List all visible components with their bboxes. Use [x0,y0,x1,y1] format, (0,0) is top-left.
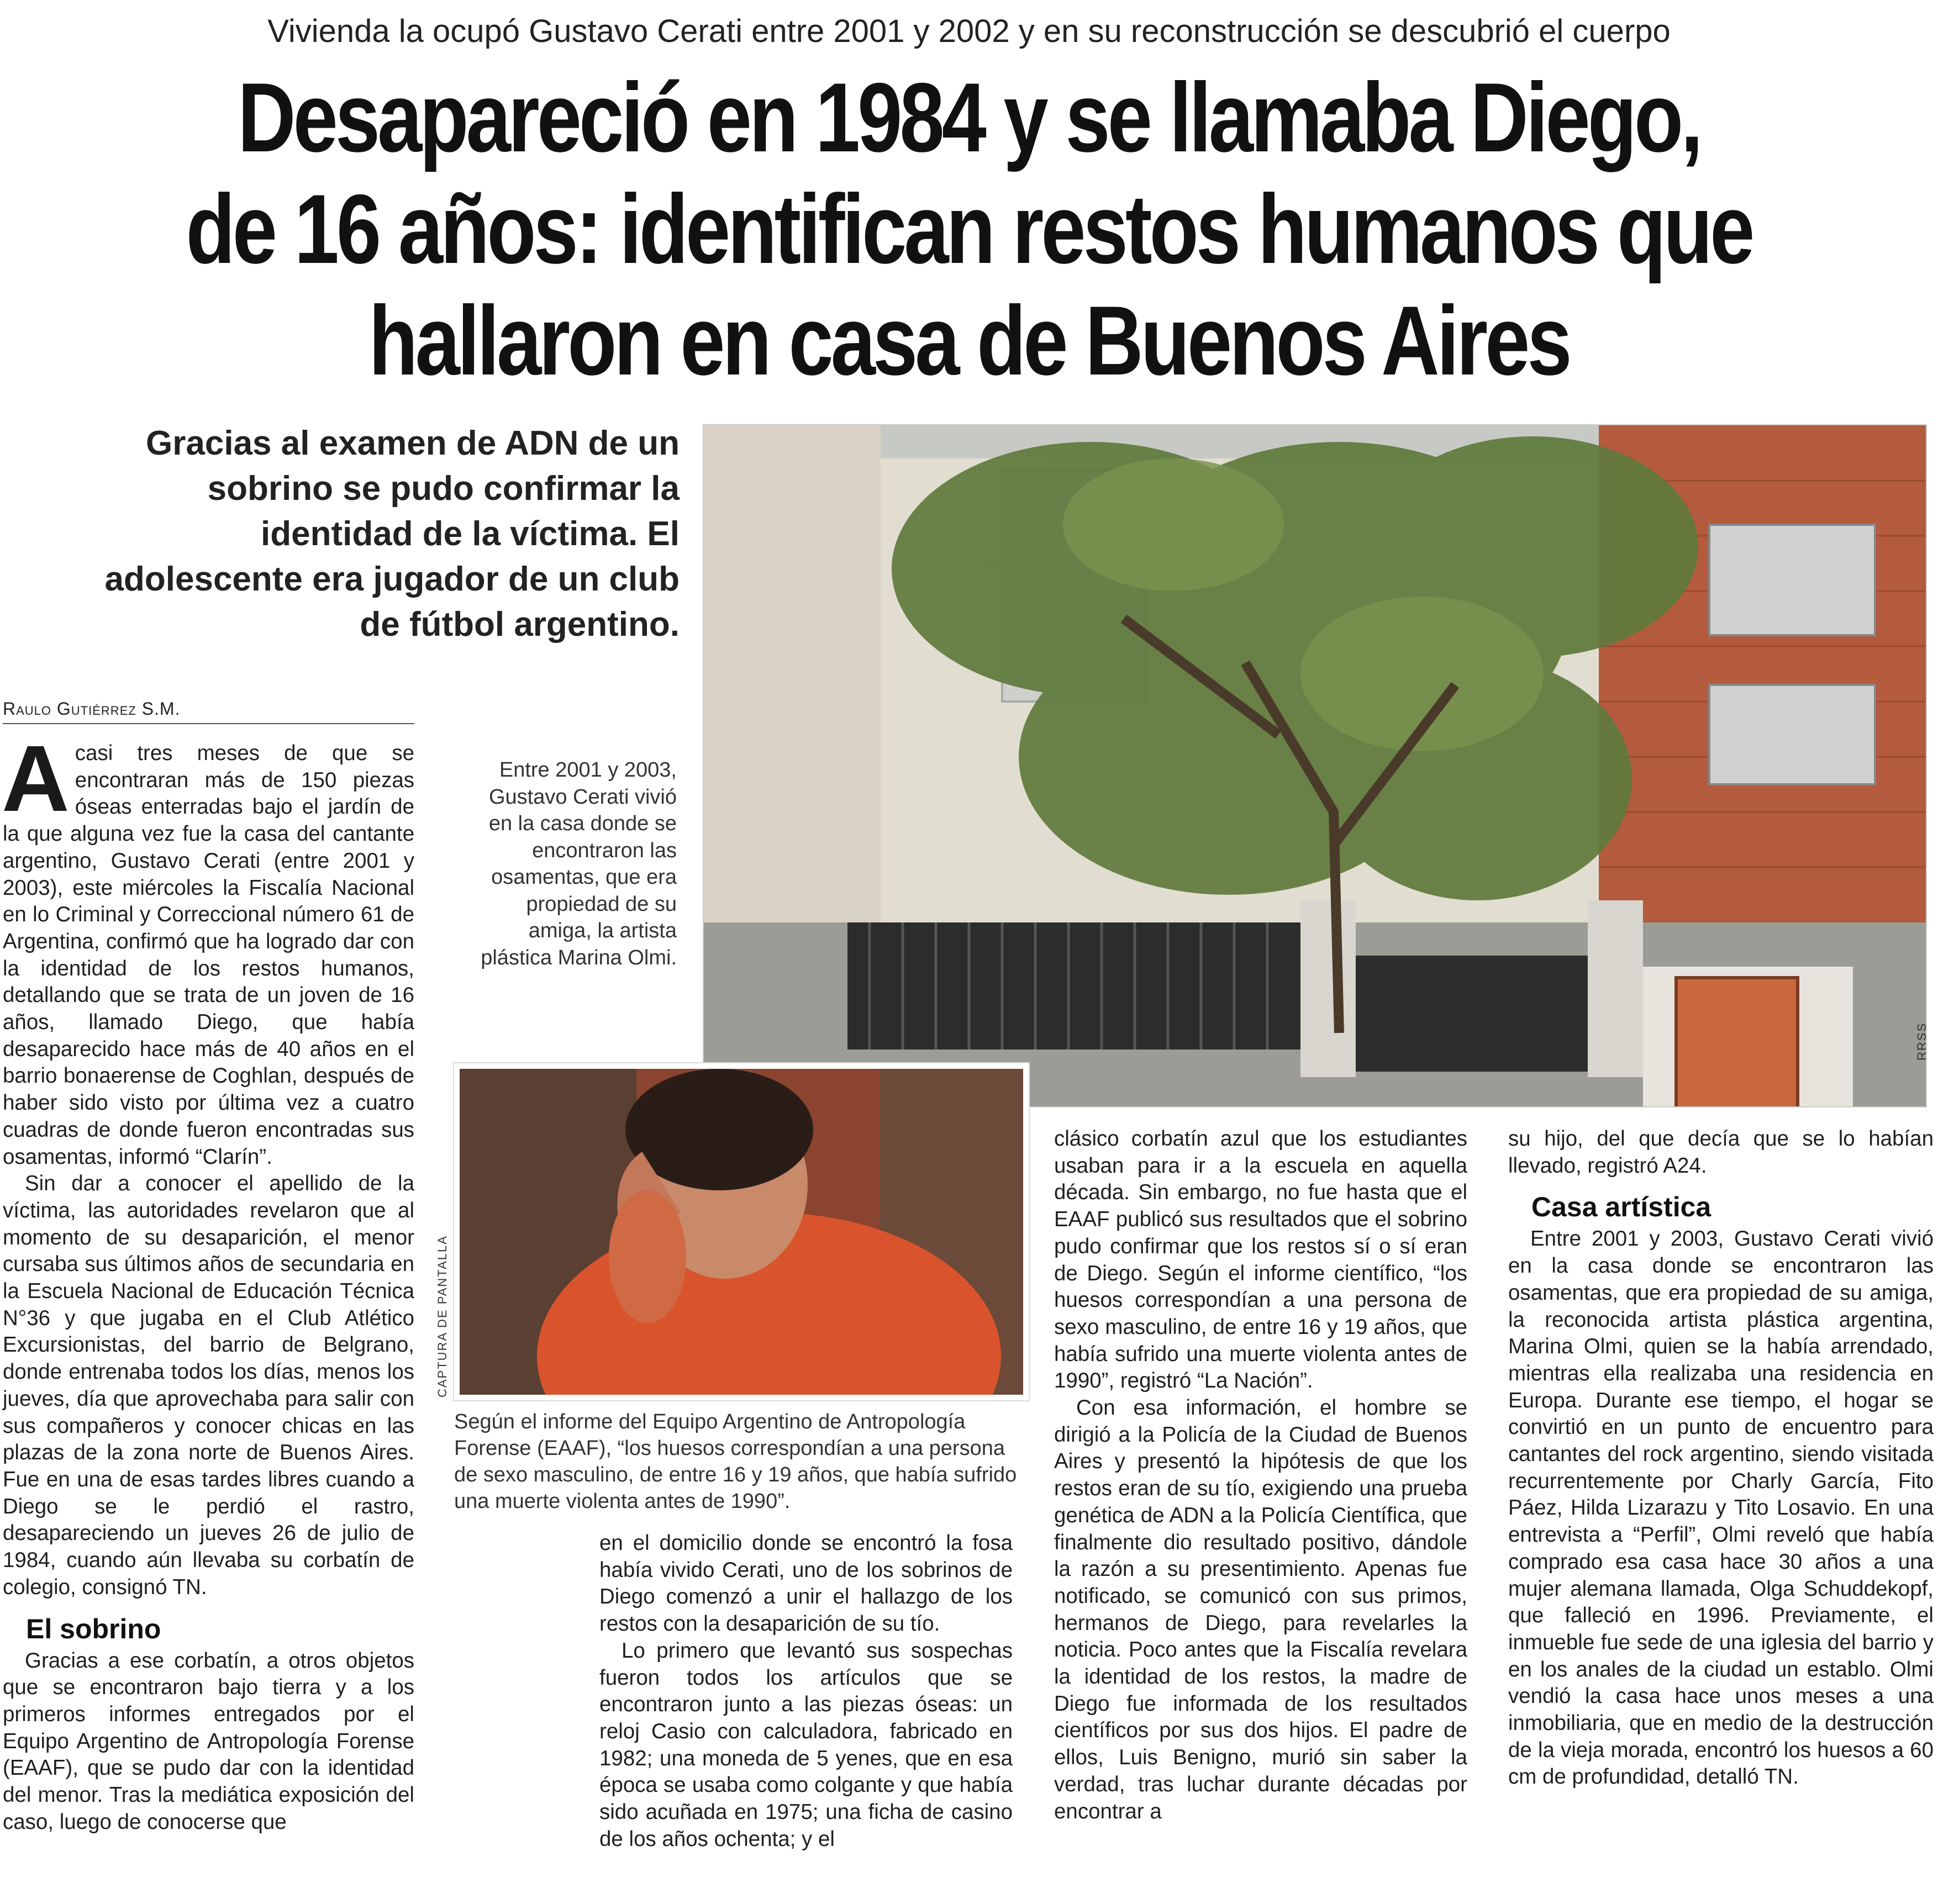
body-paragraph-4: en el domicilio donde se encontró la fosa había vivido Cerati, uno de los sobrinos de Diego comenzó a unir el hallazgo de los restos con la desaparición de su tío. [599,1531,1013,1636]
byline: Raulo Gutiérrez S.M. [3,698,414,724]
house-photo-illustration [704,425,1927,1107]
body-column-1 [2,726,414,1836]
body-paragraph-1 [2,726,414,1170]
deck: Gracias al examen de ADN de un sobrino se pudo confirmar la identidad de la víctima. El adolescente era jugador de un club de fútbol argentino. [104,424,680,644]
body-paragraph-7: Con esa información, el hombre se dirigió a la Policía de la Ciudad de Buenos Aires y presentó la hipótesis de que los restos eran de su tío, exigiendo una prueba genética de ADN a la Policía Científica, que finalmente dio resultado positivo, dándole la razón a su presentimiento. Apenas fue notificado, se comunicó con sus primos, hermanos de Diego, para revelarles la noticia. Poco antes que la Fiscalía revelara la identidad de los restos, la madre de Diego fue informada de los resultados científicos por sus dos hijos. El padre de ellos, Luis Benigno, murió sin saber la verdad, tras luchar durante décadas por encontrar a [1054,1396,1467,1823]
body-paragraph-8: su hijo, del que decía que se lo habían llevado, registró A24. [1508,1127,1934,1178]
portrait-photo-credit: CAPTURA DE PANTALLA [435,1235,449,1397]
body-paragraph-1-text: casi tres meses de que se encontraran más de 150 piezas óseas enterradas bajo el jardín de la que alguna vez fue la casa del cantante argentino, Gustavo Cerati (entre 2001 y 2003), este miércoles la Fiscalía Nacional en lo Criminal y Correccional número 61 de Argentina, confirmó que ha logrado dar con la identidad de los restos humanos, detallando que se trata de un joven de 16 años, llamado Diego, que había desaparecido hace más de 40 años en el barrio bonaerense de Coghlan, después de haber sido visto por última vez a cuatro cuadras de donde fueron encontradas sus osamentas, informó “Clarín”. [3,741,414,1169]
house-photo-caption: Entre 2001 y 2003, Gustavo Cerati vivió en la casa donde se encontraron las osamentas, que era propiedad de su amiga, la artista plástica Marina Olmi. [481,758,677,969]
body-column-2 [599,1530,1013,1853]
portrait-photo-illustration [460,1069,1023,1395]
subhead-el-sobrino: El sobrino [26,1613,161,1644]
kicker: Vivienda la ocupó Gustavo Cerati entre 2001 y 2002 y en su reconstrucción se descubrió el cuerpo [267,13,1671,49]
body-column-3 [1054,1126,1467,1825]
body-paragraph-3: Gracias a ese corbatín, a otros objetos que se encontraron bajo tierra y a los primeros informes entregados por el Equipo Argentino de Antropología Forense (EAAF), que se pudo dar con la identidad del menor. Tras la mediática exposición del caso, luego de conocerse que [3,1648,414,1834]
body-column-4 [1508,1126,1934,1791]
house-photo-credit: RRSS [1915,1022,1929,1061]
headline-line-2: de 16 años: identifican restos humanos que [186,174,1752,284]
headline [175,62,1764,397]
dropcap: A [2,726,70,831]
body-paragraph-2: Sin dar a conocer el apellido de la víctima, las autoridades revelaron que al momento de su desaparición, el menor cursaba sus últimos años de secundaria en la Escuela Nacional de Educación Técnica N°36 y que jugaba en el Club Atlético Excursionistas, del barrio de Belgrano, donde entrenaba todos los días, menos los jueves, día que aprovechaba para salir con sus compañeros y conocer chicas en las plazas de la zona norte de Buenos Aires. Fue en una de esas tardes libres cuando a Diego se le perdió el rastro, desapareciendo un jueves 26 de julio de 1984, cuando aún llevaba su corbatín de colegio, consignó TN. [3,1172,414,1599]
subhead-casa-artistica: Casa artística [1531,1191,1711,1223]
body-paragraph-9: Entre 2001 y 2003, Gustavo Cerati vivió en la casa donde se encontraron las osamentas, que era propiedad de su amiga, la reconocida artista plástica argentina, Marina Olmi, quien se la había arrendado, mientras ella realizaba una residencia en Europa. Durante ese tiempo, el hogar se convirtió en un punto de encuentro para cantantes del rock argentino, siendo visitada recurrentemente por Charly García, Fito Páez, Hilda Lizarazu y Tito Losavio. En una entrevista a “Perfil”, Olmi reveló que había comprado esa casa hace 30 años a una mujer alemana llamada, Olga Schuddekopf, que falleció en 1996. Previamente, el inmueble fue sede de una iglesia del barrio y en los anales de la ciudad un establo. Olmi vendió la casa hace unos meses a una inmobiliaria, que en medio de la destrucción de la vieja morada, encontró los huesos a 60 cm de profundidad, detalló TN. [1508,1227,1934,1789]
headline-line-1: Desapareció en 1984 y se llamaba Diego, [238,62,1700,172]
portrait-photo [454,1063,1029,1400]
portrait-photo-caption: Según el informe del Equipo Argentino de Antropología Forense (EAAF), “los huesos correspondían a una persona de sexo masculino, de entre 16 y 19 años, que había sufrido una muerte violenta antes de 1990”. [454,1410,1017,1513]
house-photo [703,424,1927,1107]
body-paragraph-6: clásico corbatín azul que los estudiantes usaban para ir a la escuela en aquella década. Sin embargo, no fue hasta que el EAAF publicó sus resultados que el sobrino pudo confirmar que los restos sí o sí eran de Diego. Según el informe científico, “los huesos correspondían a una persona de sexo masculino, de entre 16 y 19 años, que había sufrido una muerte violenta antes de 1990”, registró “La Nación”. [1054,1127,1467,1393]
body-paragraph-5: Lo primero que levantó sus sospechas fueron todos los artículos que se encontraron junto a las piezas óseas: un reloj Casio con calculadora, fabricado en 1982; una moneda de 5 yenes, que en esa época se usaba como colgante y que había sido acuñada en 1975; una ficha de casino de los años ochenta; y el [599,1638,1013,1851]
headline-line-3: hallaron en casa de Buenos Aires [368,286,1570,395]
